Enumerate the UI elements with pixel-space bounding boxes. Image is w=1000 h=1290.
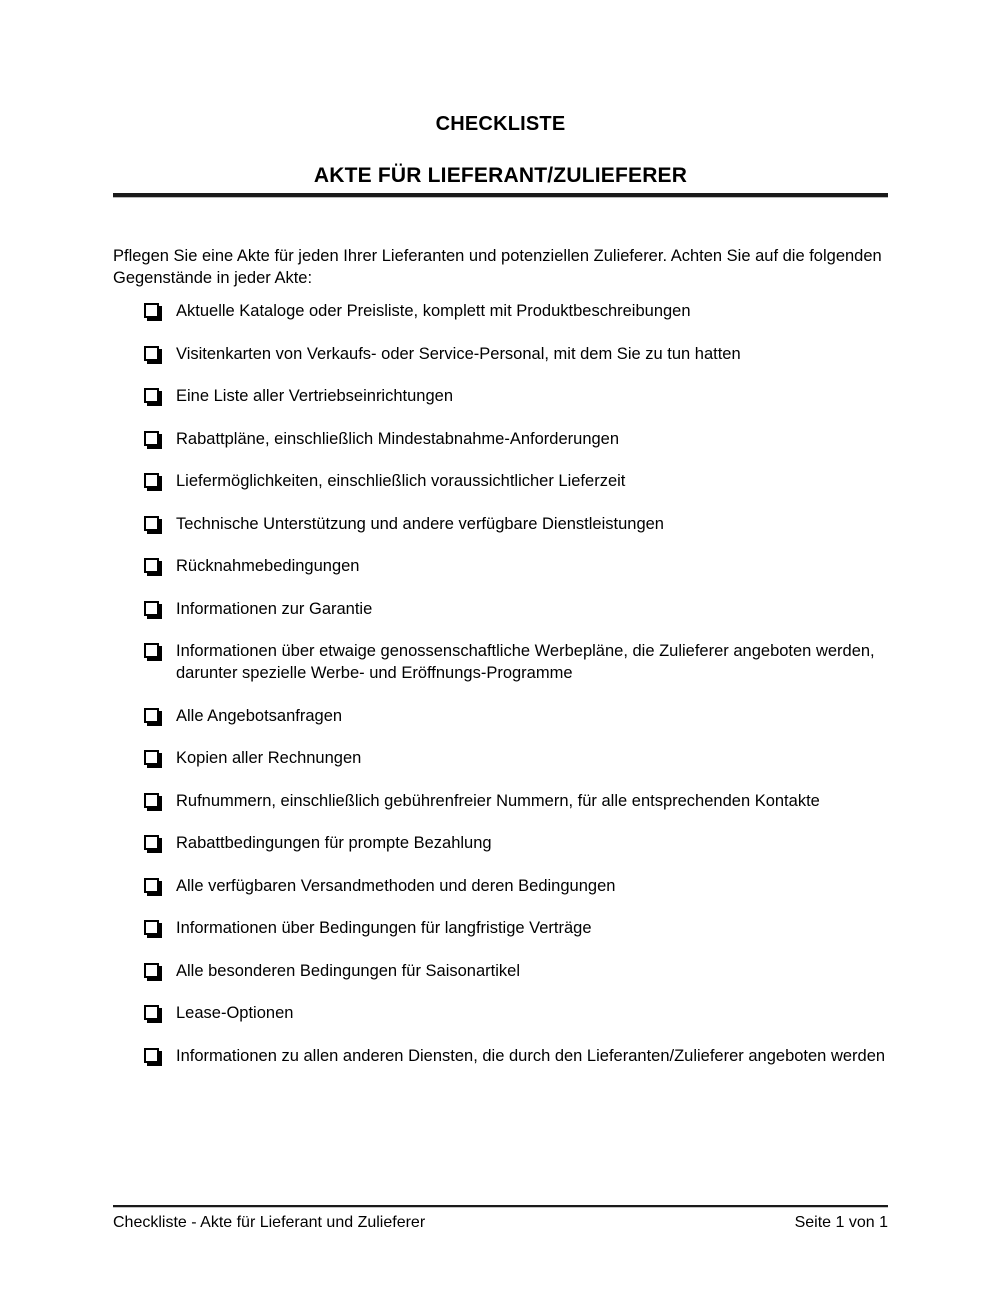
empty-checkbox-icon[interactable] bbox=[144, 303, 159, 318]
page-title: CHECKLISTE bbox=[435, 113, 566, 135]
checklist-item-label: Informationen zur Garantie bbox=[176, 599, 373, 618]
checklist-item-label: Technische Unterstützung und andere verfügbare Dienstleistungen bbox=[176, 514, 664, 533]
checklist-item-label: Aktuelle Kataloge oder Preisliste, komplett mit Produktbeschreibungen bbox=[176, 302, 691, 320]
checklist-item[interactable] bbox=[113, 300, 903, 322]
page-subtitle: AKTE FÜR LIEFERANT/ZULIEFERER bbox=[313, 164, 688, 187]
intro-paragraph: Pflegen Sie eine Akte für jeden Ihrer Lieferanten und potenziellen Zulieferer. Achten Sie auf die folgenden Gegenstände in jeder Akte: bbox=[113, 246, 882, 287]
checklist-item[interactable] bbox=[113, 832, 903, 854]
page-footer bbox=[113, 1212, 888, 1234]
checklist-item[interactable] bbox=[113, 598, 903, 620]
checklist-item-label: Rabattbedingungen für prompte Bezahlung bbox=[176, 834, 492, 852]
checklist-item[interactable] bbox=[113, 428, 903, 450]
checklist-item-label: Lease-Optionen bbox=[176, 1004, 294, 1022]
header-divider bbox=[113, 193, 888, 198]
checklist-item[interactable] bbox=[113, 747, 903, 769]
empty-checkbox-icon[interactable] bbox=[144, 1005, 159, 1020]
empty-checkbox-icon[interactable] bbox=[144, 516, 159, 531]
empty-checkbox-icon[interactable] bbox=[144, 601, 159, 616]
empty-checkbox-icon[interactable] bbox=[144, 473, 159, 488]
checklist bbox=[113, 300, 903, 1067]
footer-divider bbox=[113, 1205, 888, 1208]
checklist-item[interactable] bbox=[113, 343, 903, 365]
checklist-item[interactable] bbox=[113, 513, 903, 535]
empty-checkbox-icon[interactable] bbox=[144, 750, 159, 765]
empty-checkbox-icon[interactable] bbox=[144, 920, 159, 935]
checklist-item-label: Alle verfügbaren Versandmethoden und deren Bedingungen bbox=[176, 876, 616, 895]
empty-checkbox-icon[interactable] bbox=[144, 388, 159, 403]
checklist-item[interactable] bbox=[113, 1045, 903, 1067]
checklist-item[interactable] bbox=[113, 875, 903, 897]
checklist-item-label: Rücknahmebedingungen bbox=[176, 557, 360, 575]
checklist-item-label: Alle Angebotsanfragen bbox=[176, 706, 343, 725]
checklist-item-label: Eine Liste aller Vertriebseinrichtungen bbox=[176, 387, 453, 405]
checklist-item[interactable] bbox=[113, 917, 903, 939]
empty-checkbox-icon[interactable] bbox=[144, 708, 159, 723]
empty-checkbox-icon[interactable] bbox=[144, 558, 159, 573]
checklist-item-label: Informationen über etwaige genossenschaftliche Werbepläne, die Zulieferer angeboten werden, darunter spezielle Werbe- und Eröffnungs-Programme bbox=[176, 642, 875, 682]
checklist-item[interactable] bbox=[113, 960, 903, 982]
checklist-item-label: Visitenkarten von Verkaufs- oder Service-Personal, mit dem Sie zu tun hatten bbox=[176, 344, 741, 363]
empty-checkbox-icon[interactable] bbox=[144, 431, 159, 446]
empty-checkbox-icon[interactable] bbox=[144, 793, 159, 808]
empty-checkbox-icon[interactable] bbox=[144, 346, 159, 361]
footer-page-number: Seite 1 von 1 bbox=[794, 1214, 888, 1231]
empty-checkbox-icon[interactable] bbox=[144, 643, 159, 658]
checklist-item-label: Informationen über Bedingungen für langfristige Verträge bbox=[176, 919, 592, 937]
empty-checkbox-icon[interactable] bbox=[144, 1048, 159, 1063]
checklist-item[interactable] bbox=[113, 790, 903, 812]
document-header bbox=[113, 112, 888, 188]
checklist-item-label: Kopien aller Rechnungen bbox=[176, 749, 362, 767]
empty-checkbox-icon[interactable] bbox=[144, 963, 159, 978]
empty-checkbox-icon[interactable] bbox=[144, 835, 159, 850]
checklist-item[interactable] bbox=[113, 705, 903, 727]
checklist-item-label: Alle besonderen Bedingungen für Saisonartikel bbox=[176, 961, 520, 980]
checklist-item-label: Informationen zu allen anderen Diensten, die durch den Lieferanten/Zulieferer angeboten werden bbox=[176, 1046, 886, 1065]
empty-checkbox-icon[interactable] bbox=[144, 878, 159, 893]
checklist-item-label: Liefermöglichkeiten, einschließlich voraussichtlicher Lieferzeit bbox=[176, 472, 626, 490]
checklist-item[interactable] bbox=[113, 640, 903, 684]
checklist-item-label: Rufnummern, einschließlich gebührenfreier Nummern, für alle entsprechenden Kontakte bbox=[176, 791, 820, 810]
checklist-item[interactable] bbox=[113, 385, 903, 407]
checklist-item[interactable] bbox=[113, 1002, 903, 1024]
checklist-item-label: Rabattpläne, einschließlich Mindestabnahme-Anforderungen bbox=[176, 429, 620, 448]
checklist-item[interactable] bbox=[113, 470, 903, 492]
footer-document-name: Checkliste - Akte für Lieferant und Zulieferer bbox=[113, 1214, 426, 1231]
checklist-item[interactable] bbox=[113, 555, 903, 577]
